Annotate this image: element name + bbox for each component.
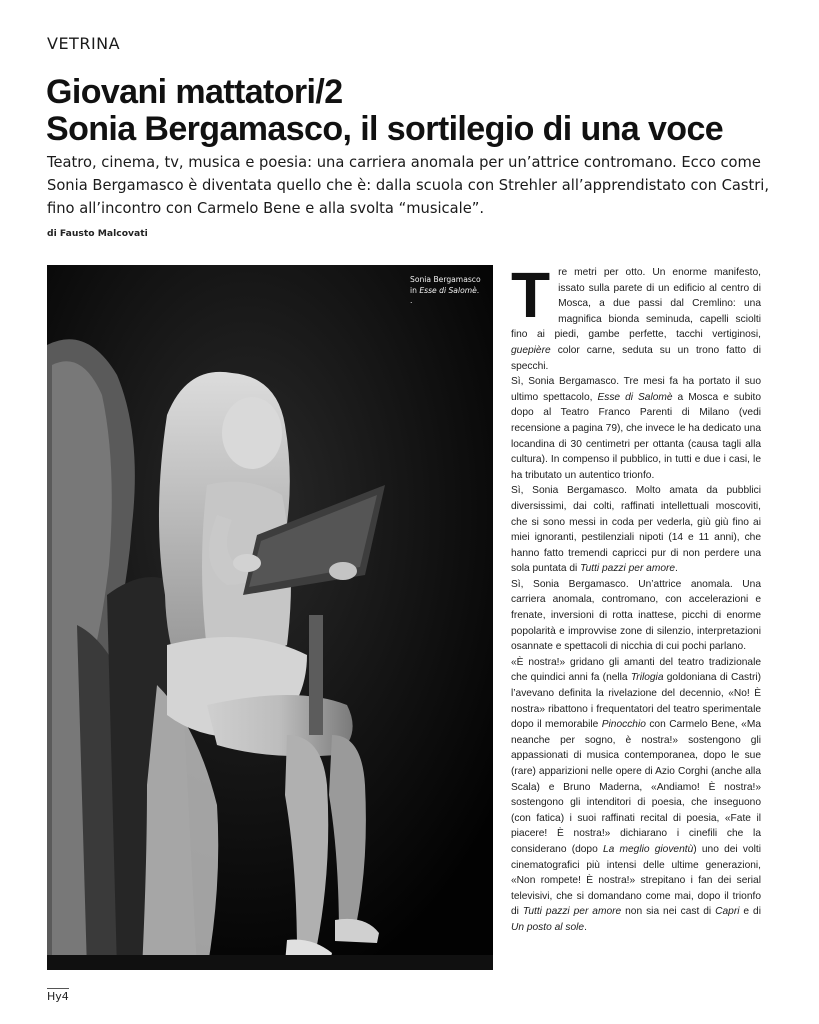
p3-a: Sì, Sonia Bergamasco. Molto amata da pubblici diversissimi, dai colti, raffinati intellettuali moscoviti, che si sono messi in coda per vederla, giù giù fino ai miei ignoranti, pestilenziali nipoti (14 e 11 anni), che hanno fatto tremendi capricci pur di non perdere una sola puntata di <box>511 485 761 575</box>
headline <box>46 74 786 148</box>
paragraph-5 <box>511 655 761 936</box>
p1-end: color carne, seduta su un trono fatto di specchi. <box>511 344 761 372</box>
p5-a: «È nostra!» gridano gli amanti del teatro tradizionale che quindici anni fa (nella <box>511 656 761 684</box>
caption-line-3: . <box>410 296 413 305</box>
p1-text: re metri per otto. Un enorme manifesto, issato sulla parete di un edificio al centro di Mosca, a due passi dal Cremlino: una magnifica bionda seminuda, capelli sciolti fino ai piedi, gambe perfette, tacchi vertiginosi, <box>511 267 761 341</box>
p5-em6: Un posto al sole <box>511 921 585 933</box>
p5-g: . <box>584 921 587 933</box>
p1-em: guepière <box>511 344 551 356</box>
deck-line-1: Teatro, cinema, tv, musica e poesia: una carriera anomala per un’attrice contromano. Ecco come <box>47 154 761 171</box>
article-photo <box>47 265 493 970</box>
p5-em5: Capri <box>715 906 740 918</box>
byline: di Fausto Malcovati <box>47 228 148 239</box>
photo-caption <box>410 275 490 307</box>
photo-illustration <box>47 265 493 970</box>
paragraph-1 <box>511 259 761 374</box>
caption-title: Esse di Salomè <box>419 285 477 295</box>
section-label: VETRINA <box>47 34 121 53</box>
p3-em: Tutti pazzi per amore <box>580 563 676 575</box>
caption-line-2 <box>410 286 490 297</box>
p5-b: goldoniana di Castri) l’avevano definita la rivelazione del decennio, «No! È nostra» ribattono i frequentatori del teatro sperimentale dopo il memorabile <box>511 672 761 731</box>
drop-cap: T <box>511 259 551 331</box>
caption-prefix: in <box>410 285 420 295</box>
headline-line-2: Sonia Bergamasco, il sortilegio di una voce <box>46 110 724 148</box>
deck-line-3: fino all’incontro con Carmelo Bene e alla svolta “musicale”. <box>47 200 485 217</box>
caption-suffix: . <box>476 285 480 295</box>
p5-f: e di <box>739 906 761 918</box>
p3-b: . <box>675 563 678 575</box>
deck <box>47 151 787 220</box>
paragraph-3 <box>511 483 761 577</box>
paragraph-2 <box>511 374 761 483</box>
deck-line-2: Sonia Bergamasco è diventata quello che è: dalla scuola con Strehler all’apprendistato con Castri, <box>47 177 770 194</box>
page-folio: Hy4 <box>47 990 69 1003</box>
p5-d: ) uno dei volti cinematografici più intensi delle ultime generazioni, «Non rompete! È nostra!» strepitano i fan dei serial televisivi, che si domandano come mai, dopo il trionfo di <box>511 843 761 918</box>
p5-c: con Carmelo Bene, «Ma neanche per sogno, è nostra!» sostengono gli appassionati di musica contemporanea, dopo le sue (rare) apparizioni nelle opere di Azio Corghi (anche alla Scala) e Bruno Maderna, «Andiamo! È nostra!» sostengono gli intenditori di poesia, che inseguono (con fatica) i suoi raffinati recital di poesia, «Fate il piacere! È nostra!» dichiarano i cinefili che la considerano (dopo <box>511 719 762 855</box>
p5-em2: Pinocchio <box>601 719 646 731</box>
p2-a: Sì, Sonia Bergamasco. Tre mesi fa ha portato il suo ultimo spettacolo, <box>511 376 761 403</box>
p5-em3: La meglio gioventù <box>602 843 694 855</box>
p5-em4: Tutti pazzi per amore <box>522 906 622 918</box>
caption-line-1: Sonia Bergamasco <box>410 275 481 284</box>
p2-em: Esse di Salomè <box>597 391 673 403</box>
article-body <box>511 259 762 936</box>
p5-e: non sia nei cast di <box>621 906 716 918</box>
p5-em1: Trilogia <box>630 672 664 684</box>
p2-b: a Mosca e subito dopo al Teatro Franco Parenti di Milano (vedi recensione a pagina 79), che invece le ha dedicato una locandina di 30 centimetri per ottanta (causa tagli alla cultura). In compenso il pubblico, in tutti e due i casi, le ha tributato un autentico trionfo. <box>511 391 762 481</box>
headline-line-1: Giovani mattatori/2 <box>46 73 343 111</box>
paragraph-4: Sì, Sonia Bergamasco. Un’attrice anomala. Una carriera anomala, contromano, con accelerazioni e frenate, inversioni di rotta inattese, picchi di enorme popolarità e improvvise zone di silenzio, interpretazioni osannate e spettacoli di nicchia di cui pochi parlano. <box>511 578 761 653</box>
